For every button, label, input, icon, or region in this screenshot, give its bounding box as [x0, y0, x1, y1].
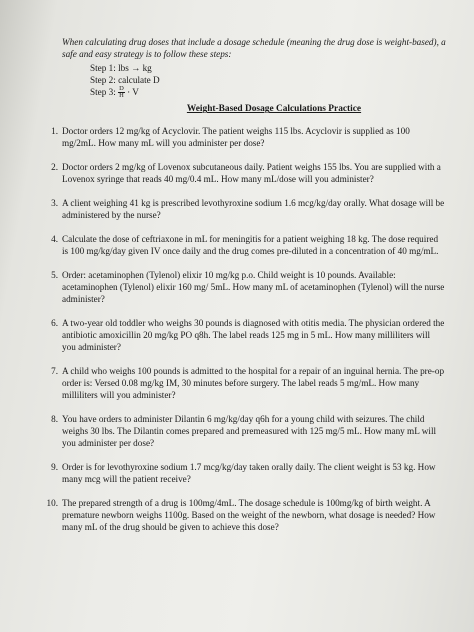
question-item	[51, 125, 446, 149]
intro-text: When calculating drug doses that include a dosage schedule (meaning the drug dose is weight-based), a safe and easy strategy is to follow these steps:	[62, 37, 446, 59]
question-item	[51, 161, 446, 185]
question-text: A child who weighs 100 pounds is admitted to the hospital for a repair of an inguinal hernia. The pre-op order is: Versed 0.08 mg/kg IM, 30 minutes before surgery. The label reads 5 mg/mL. How many milliliters will you administer?	[62, 366, 445, 401]
step-1: Step 1: lbs → kg	[90, 63, 152, 73]
question-text: A client weighing 41 kg is prescribed levothyroxine sodium 1.6 mcg/kg/day orally. What dosage will be administered by the nurse?	[62, 198, 445, 221]
question-item	[51, 197, 446, 221]
question-item	[51, 365, 446, 401]
question-item	[51, 413, 446, 449]
question-text: The prepared strength of a drug is 100mg/4mL. The dosage schedule is 100mg/kg of birth weight. A premature newborn weighs 1100g. Based on the weight of the newborn, what dosage is needed? How many mL of the drug should be given to achieve this dose?	[62, 498, 436, 533]
question-number: 4.	[51, 234, 58, 245]
question-number: 5.	[51, 270, 58, 281]
question-item	[46, 497, 446, 533]
question-number: 6.	[51, 318, 58, 329]
question-number: 3.	[51, 198, 58, 209]
step-3-fraction	[118, 86, 125, 99]
question-item	[51, 317, 446, 353]
question-number: 10.	[46, 498, 58, 509]
question-text: Doctor orders 2 mg/kg of Lovenox subcutaneous daily. Patient weighs 155 lbs. You are supplied with a Lovenox syringe that reads 40 mg/0.4 mL. How many mL/dose will you administer?	[62, 162, 441, 185]
question-text: Order: acetaminophen (Tylenol) elixir 10 mg/kg p.o. Child weight is 10 pounds. Available: acetaminophen (Tylenol) elixir 160 mg/ 5mL. How many mL of acetaminophen (Tylenol) will the nurse administer?	[62, 270, 445, 305]
step-3-label: Step 3:	[90, 87, 116, 97]
step-3	[90, 86, 446, 99]
fraction-numerator: D	[119, 85, 124, 93]
question-number: 1.	[51, 126, 58, 137]
fraction-denominator: H	[119, 92, 124, 100]
question-number: 9.	[51, 462, 58, 473]
question-number: 7.	[51, 366, 58, 377]
step-2: Step 2: calculate D	[90, 75, 160, 85]
page-title: Weight-Based Dosage Calculations Practice	[186, 104, 362, 115]
question-item	[51, 233, 446, 257]
question-number: 2.	[51, 162, 58, 173]
question-text: You have orders to administer Dilantin 6 mg/kg/day q6h for a young child with seizures. The child weighs 30 lbs. The Dilantin comes prepared and premeasured with 125 mg/5 mL. How many mL will you administer per dose?	[62, 414, 437, 449]
question-text: Calculate the dose of ceftriaxone in mL for meningitis for a patient weighing 18 kg. The dose required is 100 mg/kg/day given IV once daily and the drug comes pre-diluted in a concentration of 40 mg/mL.	[62, 234, 439, 257]
question-text: Doctor orders 12 mg/kg of Acyclovir. The patient weighs 115 lbs. Acyclovir is supplied as 100 mg/2mL. How many mL will you administer per dose?	[62, 126, 410, 149]
steps-list	[62, 62, 446, 99]
question-number: 8.	[51, 414, 58, 425]
question-list	[46, 125, 446, 533]
step-3-suffix: · V	[127, 87, 139, 97]
question-item	[51, 269, 446, 305]
question-item	[51, 461, 446, 485]
question-text: A two-year old toddler who weighs 30 pounds is diagnosed with otitis media. The physician ordered the antibiotic amoxicillin 20 mg/kg PO q8h. The label reads 125 mg in 5 mL. How many milliliters will you administer?	[62, 318, 445, 353]
question-text: Order is for levothyroxine sodium 1.7 mcg/kg/day taken orally daily. The client weight is 53 kg. How many mcg will the patient receive?	[62, 462, 436, 485]
